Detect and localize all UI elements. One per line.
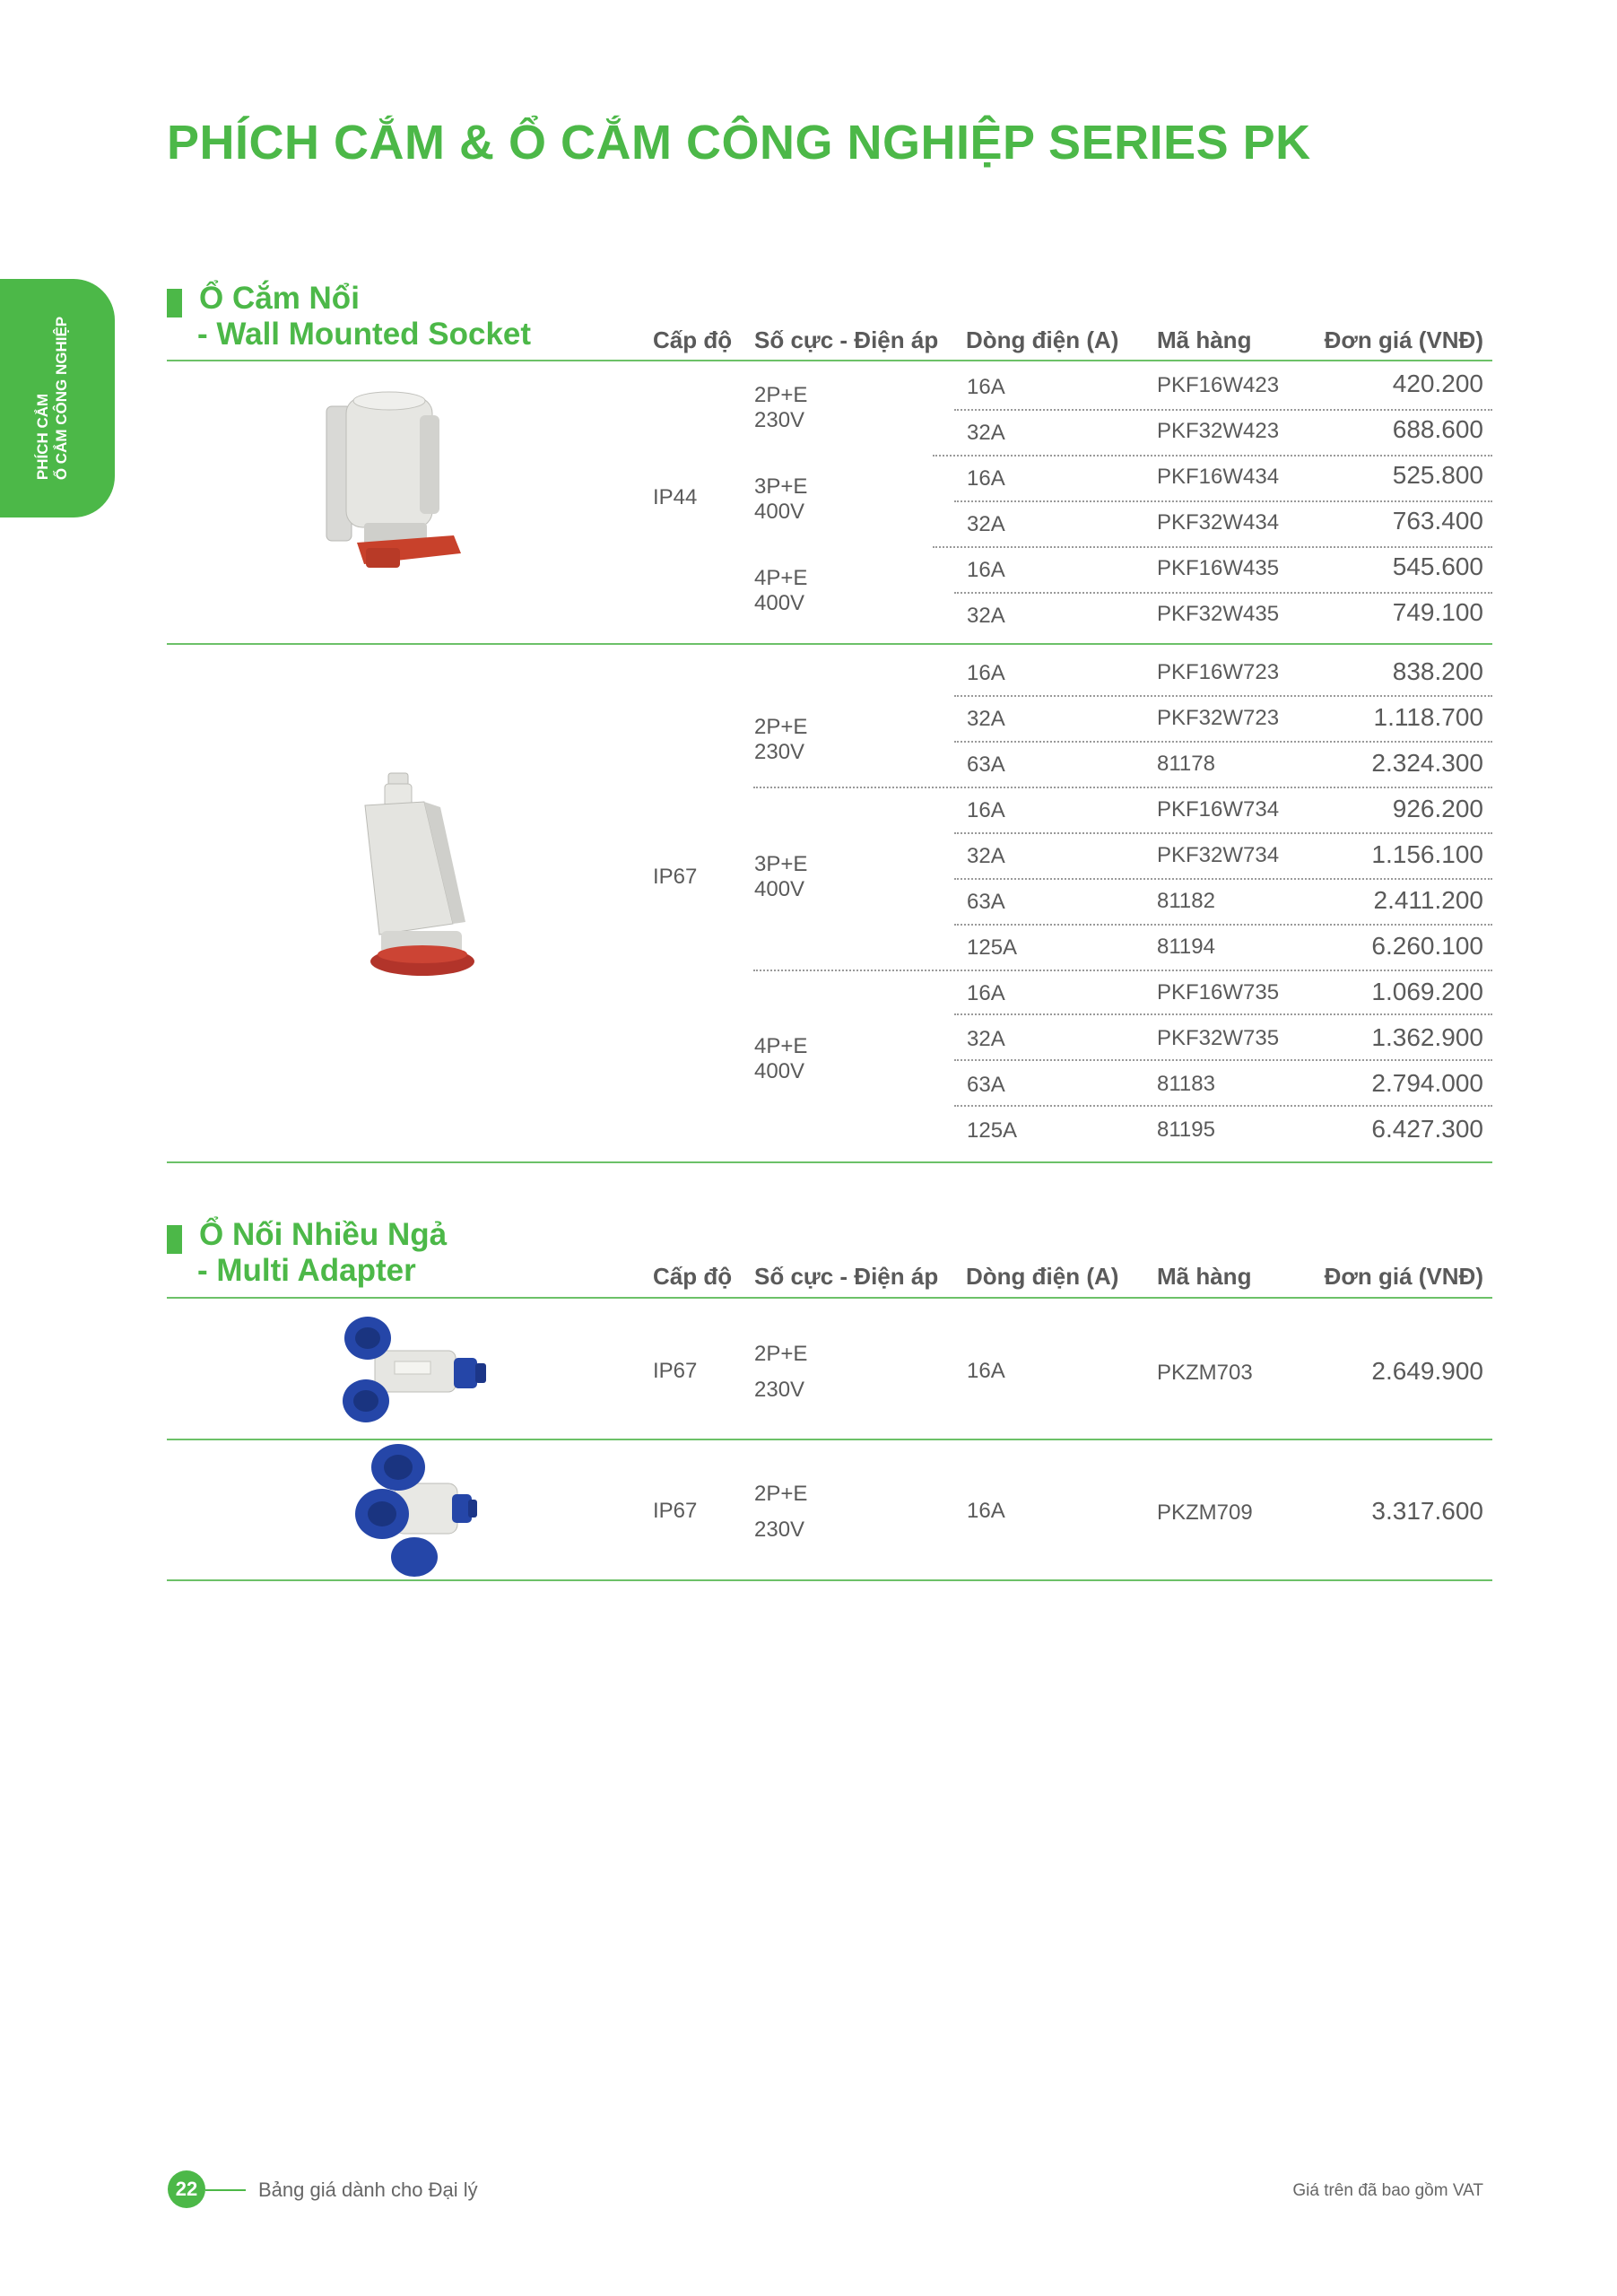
column-header-code: Mã hàng — [1157, 1263, 1252, 1290]
page-number-badge: 22 — [168, 2170, 205, 2208]
price-cell: 2.794.000 — [1371, 1069, 1483, 1097]
group-divider — [753, 787, 1492, 788]
group-divider — [753, 970, 1492, 971]
voltage: 400V — [754, 1059, 805, 1083]
section-title-vi: Ổ Nối Nhiều Ngả — [199, 1217, 448, 1252]
row-divider — [954, 500, 1492, 502]
voltage: 230V — [754, 1378, 805, 1402]
current-cell: 32A — [967, 512, 1005, 536]
code-cell: PKF16W435 — [1157, 556, 1280, 580]
code-cell: PKF16W423 — [1157, 373, 1280, 397]
price-cell: 1.362.900 — [1371, 1023, 1483, 1051]
code-cell: 81182 — [1157, 889, 1215, 913]
price-cell: 420.200 — [1392, 370, 1483, 397]
poles-voltage-cell — [754, 566, 807, 616]
current-cell: 16A — [967, 1499, 1005, 1523]
row-divider — [954, 924, 1492, 926]
poles-voltage-cell — [754, 1034, 807, 1084]
price-cell: 1.118.700 — [1373, 703, 1483, 731]
code-cell: PKF16W723 — [1157, 660, 1280, 684]
current-cell: 32A — [967, 421, 1005, 445]
section-marker — [167, 1225, 182, 1254]
column-header-level: Cấp độ — [653, 1263, 733, 1290]
code-cell: 81178 — [1157, 752, 1215, 776]
row-divider — [954, 409, 1492, 411]
poles-voltage-cell — [754, 852, 807, 902]
price-cell: 3.317.600 — [1371, 1497, 1483, 1525]
poles: 2P+E — [754, 1342, 808, 1366]
poles: 2P+E — [754, 1482, 808, 1506]
voltage: 400V — [754, 500, 805, 524]
poles: 2P+E — [754, 715, 808, 739]
column-header-poles-voltage: Số cực - Điện áp — [754, 1263, 939, 1290]
voltage: 400V — [754, 877, 805, 901]
level-ip67: IP67 — [653, 865, 698, 889]
multi-adapter-pkzm703-image — [339, 1311, 496, 1428]
current-cell: 16A — [967, 981, 1005, 1005]
section-title-en: - Wall Mounted Socket — [197, 317, 532, 352]
price-cell: 6.260.100 — [1371, 932, 1483, 960]
voltage: 400V — [754, 591, 805, 615]
price-cell: 1.156.100 — [1371, 840, 1483, 868]
poles: 4P+E — [754, 566, 808, 590]
price-cell: 2.649.900 — [1371, 1357, 1483, 1385]
code-cell: PKF32W434 — [1157, 510, 1280, 535]
code-cell: 81194 — [1157, 935, 1215, 959]
row-divider — [954, 1105, 1492, 1107]
column-header-price: Đơn giá (VNĐ) — [1324, 326, 1483, 353]
code-cell: PKF16W735 — [1157, 980, 1280, 1004]
wall-mounted-socket-ip67-image — [354, 771, 480, 982]
footer-connector-line — [205, 2189, 246, 2191]
voltage: 230V — [754, 740, 805, 764]
header-divider — [167, 360, 1492, 361]
poles: 3P+E — [754, 474, 808, 499]
voltage: 230V — [754, 1518, 805, 1542]
price-cell: 688.600 — [1392, 415, 1483, 443]
price-cell: 926.200 — [1392, 795, 1483, 822]
level-cell: IP67 — [653, 1359, 698, 1383]
row-divider — [167, 1439, 1492, 1440]
code-cell: PKF16W434 — [1157, 465, 1280, 489]
current-cell: 16A — [967, 798, 1005, 822]
multi-adapter-pkzm709-image — [352, 1442, 486, 1578]
side-label-line1: PHÍCH CẮM — [34, 393, 51, 481]
price-cell: 545.600 — [1392, 552, 1483, 580]
code-cell: PKF32W423 — [1157, 419, 1280, 443]
page-title: PHÍCH CẮM & Ổ CẮM CÔNG NGHIỆP SERIES PK — [167, 116, 1311, 170]
poles: 3P+E — [754, 852, 808, 876]
level-ip44: IP44 — [653, 485, 698, 509]
code-cell: PKZM709 — [1157, 1500, 1253, 1525]
code-cell: 81195 — [1157, 1118, 1215, 1142]
column-header-poles-voltage: Số cực - Điện áp — [754, 326, 939, 353]
section-marker — [167, 289, 182, 317]
current-cell: 63A — [967, 1073, 1005, 1097]
price-cell: 2.411.200 — [1373, 886, 1483, 914]
price-cell: 838.200 — [1392, 657, 1483, 685]
code-cell: PKF32W735 — [1157, 1026, 1280, 1050]
current-cell: 16A — [967, 466, 1005, 491]
footer-right-text: Giá trên đã bao gồm VAT — [1292, 2181, 1483, 2200]
column-header-price: Đơn giá (VNĐ) — [1324, 1263, 1483, 1290]
price-cell: 6.427.300 — [1371, 1115, 1483, 1143]
wall-mounted-socket-ip44-image — [319, 388, 472, 572]
code-cell: 81183 — [1157, 1072, 1215, 1096]
column-header-current: Dòng điện (A) — [966, 326, 1119, 353]
group-divider — [933, 546, 1492, 548]
code-cell: PKZM703 — [1157, 1361, 1253, 1385]
group-ip44-divider — [167, 643, 1492, 645]
row-divider — [954, 741, 1492, 743]
side-category-label — [33, 317, 71, 480]
column-header-level: Cấp độ — [653, 326, 733, 353]
footer-left-text: Bảng giá dành cho Đại lý — [258, 2179, 478, 2201]
row-divider — [954, 832, 1492, 834]
current-cell: 16A — [967, 558, 1005, 582]
current-cell: 63A — [967, 752, 1005, 777]
price-cell: 525.800 — [1392, 461, 1483, 489]
side-label-line2: Ổ CẮM CÔNG NGHIỆP — [53, 316, 70, 481]
poles: 4P+E — [754, 1034, 808, 1058]
current-cell: 32A — [967, 1027, 1005, 1051]
row-divider — [954, 695, 1492, 697]
current-cell: 16A — [967, 1359, 1005, 1383]
section1-bottom-divider — [167, 1161, 1492, 1163]
code-cell: PKF32W723 — [1157, 706, 1280, 730]
poles-voltage-cell — [754, 1476, 807, 1548]
section2-bottom-divider — [167, 1579, 1492, 1581]
column-header-current: Dòng điện (A) — [966, 1263, 1119, 1290]
level-cell: IP67 — [653, 1499, 698, 1523]
current-cell: 63A — [967, 890, 1005, 914]
row-divider — [954, 1059, 1492, 1061]
poles-voltage-cell — [754, 715, 807, 765]
current-cell: 16A — [967, 661, 1005, 685]
row-divider — [954, 592, 1492, 594]
column-header-code: Mã hàng — [1157, 326, 1252, 353]
section-title-en: - Multi Adapter — [197, 1253, 416, 1288]
price-cell: 1.069.200 — [1371, 978, 1483, 1005]
poles-voltage-cell — [754, 383, 807, 433]
section-title-vi: Ổ Cắm Nổi — [199, 281, 360, 316]
current-cell: 125A — [967, 935, 1018, 960]
poles-voltage-cell — [754, 474, 807, 525]
row-divider — [954, 878, 1492, 880]
price-cell: 2.324.300 — [1371, 749, 1483, 777]
group-divider — [933, 455, 1492, 457]
current-cell: 16A — [967, 375, 1005, 399]
current-cell: 32A — [967, 604, 1005, 628]
row-divider — [954, 1013, 1492, 1015]
header-divider — [167, 1297, 1492, 1299]
current-cell: 32A — [967, 844, 1005, 868]
current-cell: 32A — [967, 707, 1005, 731]
voltage: 230V — [754, 408, 805, 432]
poles-voltage-cell — [754, 1336, 807, 1408]
poles: 2P+E — [754, 383, 808, 407]
price-cell: 749.100 — [1392, 598, 1483, 626]
price-cell: 763.400 — [1392, 507, 1483, 535]
code-cell: PKF32W734 — [1157, 843, 1280, 867]
current-cell: 125A — [967, 1118, 1018, 1143]
code-cell: PKF16W734 — [1157, 797, 1280, 822]
code-cell: PKF32W435 — [1157, 602, 1280, 626]
